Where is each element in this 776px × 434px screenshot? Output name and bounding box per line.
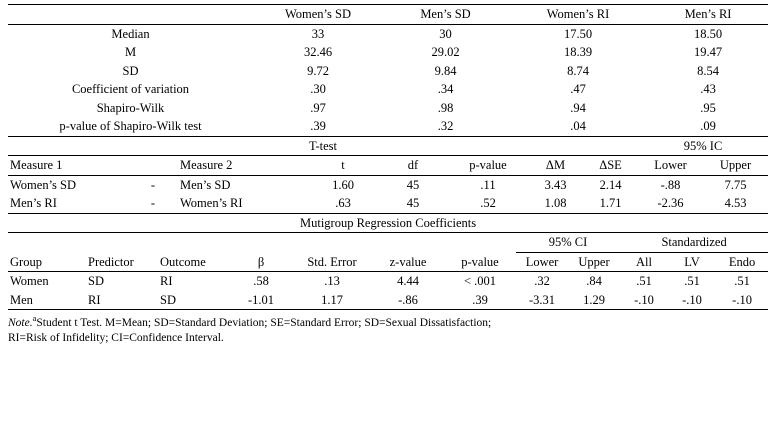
regression-header-8: Upper (568, 252, 620, 272)
table-row (8, 117, 768, 136)
ttest-header-6: ΔM (528, 156, 583, 176)
ttest-group-title-row (8, 137, 768, 156)
regression-row-0-cell-10: .51 (684, 274, 700, 288)
regression-header-2: Outcome (158, 252, 230, 272)
ttest-row-1-cell-6: 1.08 (528, 194, 583, 213)
regression-header-5: z-value (372, 252, 444, 272)
descriptives-header-4: Men’s RI (648, 5, 768, 25)
regression-header-9: All (620, 252, 668, 272)
descriptives-row-4-val-2: .94 (570, 100, 586, 115)
regression-row-0-cell-8: .84 (586, 274, 602, 288)
ttest-header-3: t (308, 156, 378, 176)
regression-header-0: Group (8, 252, 86, 272)
regression-header-row (8, 252, 768, 272)
descriptives-row-3-val-0: .30 (310, 82, 326, 96)
regression-row-1-cell-8: 1.29 (568, 291, 620, 310)
regression-row-0-cell-4: .13 (324, 274, 340, 288)
descriptives-row-3-val-3: .43 (700, 82, 716, 96)
ttest-row-1-cell-9: 4.53 (703, 194, 768, 213)
regression-row-0-cell-11: .51 (734, 274, 750, 288)
ttest-row-1-cell-2: Women’s RI (178, 194, 308, 213)
regression-span-ci: 95% CI (516, 233, 620, 253)
descriptives-row-1-val-1: 29.02 (431, 45, 460, 59)
regression-table (8, 214, 768, 311)
ttest-header-5: p-value (448, 156, 528, 176)
ttest-ci-title: 95% IC (638, 137, 768, 156)
regression-row-0-cell-1: SD (88, 274, 104, 288)
descriptives-row-5-val-0: .39 (253, 117, 383, 136)
regression-row-1-cell-5: -.86 (372, 291, 444, 310)
regression-row-1-cell-1: RI (86, 291, 158, 310)
note-label (8, 317, 33, 329)
regression-header-1: Predictor (86, 252, 158, 272)
descriptives-row-1-val-3: 19.47 (693, 45, 723, 59)
ttest-row-0-cell-4: 45 (406, 177, 420, 192)
ttest-header-0: Measure 1 (8, 156, 128, 176)
note-marker: a (32, 313, 37, 323)
regression-header-6: p-value (444, 252, 516, 272)
descriptives-row-5-val-3: .09 (648, 117, 768, 136)
descriptives-header-0 (8, 5, 253, 25)
descriptives-row-2-val-0: 9.72 (307, 63, 329, 78)
table-row (8, 43, 768, 62)
descriptives-row-4-val-1: .98 (437, 100, 454, 115)
ttest-row-0-cell-6: 3.43 (544, 177, 567, 192)
regression-row-1-cell-0: Men (8, 291, 86, 310)
descriptives-row-3-val-2: .47 (570, 82, 586, 96)
regression-span-header-row (8, 233, 768, 253)
descriptives-row-4-val-0: .97 (310, 100, 326, 115)
ttest-row-0-cell-3: 1.60 (332, 177, 354, 192)
descriptives-row-0-val-1: 30 (439, 26, 452, 41)
regression-row-0-cell-0: Women (10, 274, 49, 288)
regression-header-4: Std. Error (292, 252, 372, 272)
ttest-header-7: ΔSE (583, 156, 638, 176)
regression-row-1-cell-2: SD (158, 291, 230, 310)
regression-row-0-cell-6: < .001 (463, 274, 497, 288)
regression-section-title: Mutigroup Regression Coefficients (8, 214, 768, 233)
regression-row-1-cell-7: -3.31 (516, 291, 568, 310)
descriptives-header-2: Men’s SD (383, 5, 508, 25)
table-row (8, 175, 768, 194)
ttest-row-1-cell-0: Men’s RI (8, 194, 128, 213)
regression-row-1-cell-11: -.10 (716, 291, 768, 310)
descriptives-row-3-val-1: .34 (437, 82, 454, 96)
ttest-row-0-cell-1: - (150, 177, 156, 192)
table-row (8, 24, 768, 43)
ttest-header-1 (128, 156, 178, 176)
descriptives-row-4-val-3: .95 (700, 100, 716, 115)
ttest-row-1-cell-1: - (128, 194, 178, 213)
regression-row-0-cell-2: RI (160, 274, 173, 288)
table-row (8, 291, 768, 310)
ttest-row-0-cell-7: 2.14 (599, 177, 622, 192)
ttest-header-8: Lower (638, 156, 703, 176)
regression-header-3: β (230, 252, 292, 272)
descriptives-row-0-label: Median (111, 26, 150, 41)
descriptives-row-1-val-2: 18.39 (563, 45, 593, 59)
descriptives-header-row (8, 5, 768, 25)
ttest-row-1-cell-4: 45 (378, 194, 448, 213)
ttest-row-0-cell-8: -.88 (660, 177, 681, 192)
regression-row-0-cell-9: .51 (636, 274, 652, 288)
descriptives-header-1: Women’s SD (253, 5, 383, 25)
regression-row-0-cell-7: .32 (534, 274, 550, 288)
ttest-row-0-cell-2: Men’s SD (180, 177, 231, 192)
descriptives-row-0-val-3: 18.50 (693, 26, 723, 41)
regression-header-11: Endo (716, 252, 768, 272)
ttest-row-1-cell-3: .63 (308, 194, 378, 213)
regression-span-spacer (8, 233, 516, 253)
ttest-row-0-cell-0: Women’s SD (10, 177, 77, 192)
table-note (8, 313, 768, 346)
regression-header-10: LV (668, 252, 716, 272)
table-row (8, 194, 768, 213)
descriptives-row-0-val-2: 17.50 (563, 26, 593, 41)
ttest-row-1-cell-8: -2.36 (638, 194, 703, 213)
descriptives-table (8, 4, 768, 137)
regression-span-standardized: Standardized (620, 233, 768, 253)
ttest-table (8, 137, 768, 214)
descriptives-row-5-val-1: .32 (383, 117, 508, 136)
descriptives-row-2-val-1: 9.84 (434, 63, 457, 78)
ttest-header-row (8, 156, 768, 176)
descriptives-row-2-label: SD (122, 63, 139, 78)
table-row (8, 80, 768, 99)
note-line-2: RI=Risk of Infidelity; CI=Confidence Interval. (8, 331, 224, 344)
descriptives-row-5-label: p-value of Shapiro-Wilk test (8, 117, 253, 136)
regression-row-1-cell-4: 1.17 (292, 291, 372, 310)
table-row (8, 62, 768, 81)
descriptives-row-0-val-0: 33 (311, 26, 325, 41)
descriptives-row-1-label: M (124, 45, 137, 59)
descriptives-row-1-val-0: 32.46 (303, 45, 333, 59)
descriptives-row-5-val-2: .04 (508, 117, 648, 136)
ttest-header-4: df (378, 156, 448, 176)
ttest-header-2: Measure 2 (178, 156, 308, 176)
ttest-row-1-cell-7: 1.71 (583, 194, 638, 213)
ttest-row-0-cell-5: .11 (480, 177, 496, 192)
table-row (8, 99, 768, 118)
descriptives-header-3: Women’s RI (508, 5, 648, 25)
regression-row-1-cell-9: -.10 (620, 291, 668, 310)
note-line-1: Student t Test. M=Mean; SD=Standard Deviation; SE=Standard Error; SD=Sexual Dissatisfaction; (36, 316, 492, 329)
descriptives-row-2-val-2: 8.74 (567, 63, 589, 78)
regression-title-row (8, 214, 768, 233)
note-label-text: Note. (8, 316, 33, 329)
descriptives-row-3-label: Coefficient of variation (71, 82, 190, 96)
regression-row-0-cell-5: 4.44 (397, 274, 419, 288)
ttest-section-title: T-test (8, 137, 638, 156)
descriptives-row-2-val-3: 8.54 (697, 63, 719, 78)
ttest-row-1-cell-5: .52 (448, 194, 528, 213)
descriptives-row-4-label: Shapiro-Wilk (96, 100, 165, 115)
regression-row-1-cell-10: -.10 (668, 291, 716, 310)
regression-row-1-cell-6: .39 (444, 291, 516, 310)
table-row (8, 272, 768, 291)
regression-row-1-cell-3: -1.01 (230, 291, 292, 310)
ttest-row-0-cell-9: 7.75 (724, 177, 747, 192)
regression-row-0-cell-3: .58 (253, 274, 269, 288)
ttest-header-9: Upper (703, 156, 768, 176)
regression-header-7: Lower (516, 252, 568, 272)
